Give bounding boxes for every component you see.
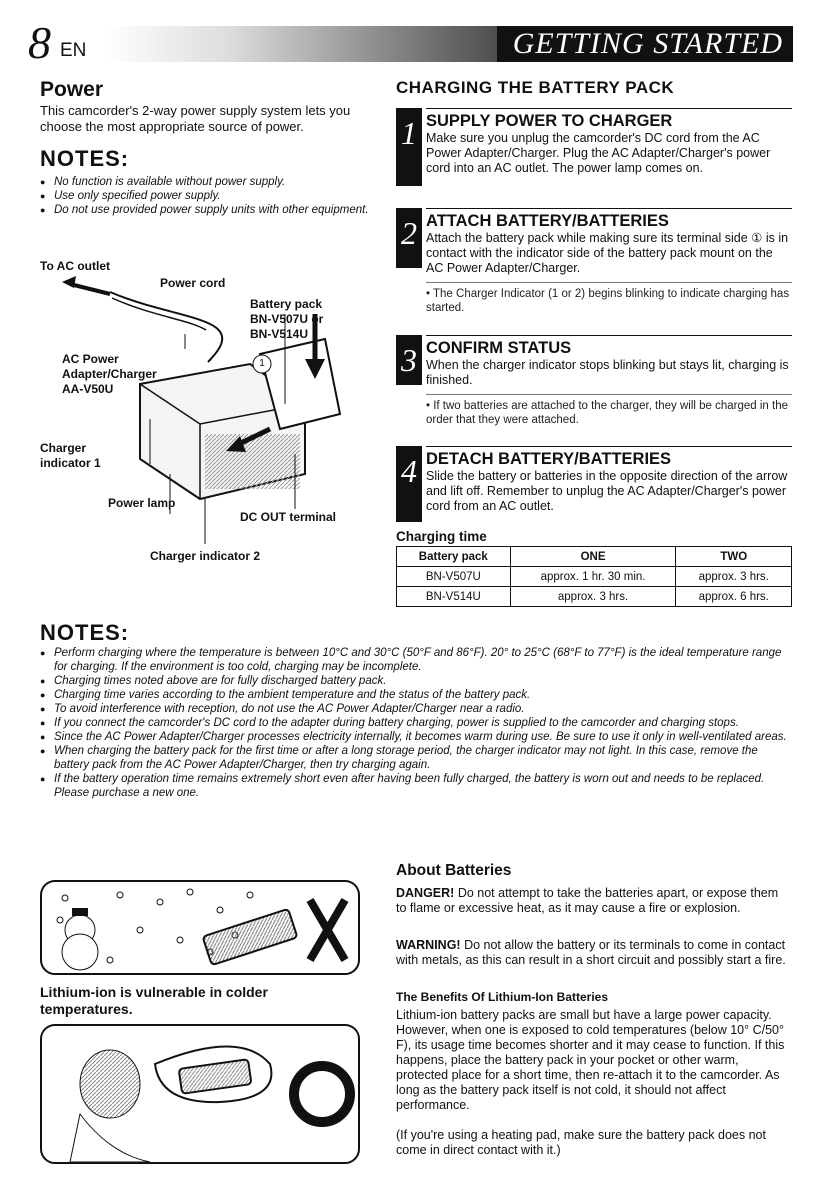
table-cell: approx. 3 hrs.: [676, 567, 792, 587]
step-text: Make sure you unplug the camcorder's DC cord from the AC Power Adapter/Charger. Plug the AC Adapter/Charger's power cord into an AC outlet. The power lamp comes on.: [426, 131, 771, 175]
label-charger-indicator-2: Charger indicator 2: [150, 549, 261, 563]
step-text: Slide the battery or batteries in the opposite direction of the arrow and lift off. Remember to unplug the AC Adapter/Charger's power cord from an AC outlet.: [426, 469, 788, 513]
note-item: ● If you connect the camcorder's DC cord to the adapter during battery charging, power is supplied to the camcorder and charging stops.: [40, 716, 792, 730]
person-battery-o-illustration: [40, 1024, 360, 1164]
label-adapter-3: AA-V50U: [62, 382, 114, 396]
label-power-cord: Power cord: [160, 276, 226, 290]
label-charger-indicator-1a: Charger: [40, 441, 87, 455]
step-number: 3: [396, 335, 422, 385]
warm-pocket-illustration: [40, 1024, 360, 1164]
label-charger-indicator-1b: indicator 1: [40, 456, 101, 470]
label-battery-models-2: BN-V514U: [250, 327, 309, 341]
circle-marker: 1: [259, 358, 265, 369]
note-item: ● Since the AC Power Adapter/Charger processes electricity internally, it becomes warm during use. Be sure to use it only in well-ventilated areas.: [40, 730, 792, 744]
label-battery-pack: Battery pack: [250, 297, 323, 311]
danger-label: DANGER!: [396, 886, 455, 900]
page-number: 8: [28, 17, 51, 68]
note-item: ● Do not use provided power supply units with other equipment.: [40, 203, 370, 217]
label-dc-out-terminal: DC OUT terminal: [240, 510, 337, 524]
note-item: ● Charging time varies according to the ambient temperature and the status of the battery pack.: [40, 688, 792, 702]
charging-time-title: Charging time: [396, 529, 487, 544]
step-number: 2: [396, 208, 422, 268]
lithium-caption: Lithium-ion is vulnerable in colder temperatures.: [40, 984, 268, 1017]
power-title: Power: [40, 78, 104, 101]
charging-title: CHARGING THE BATTERY PACK: [396, 78, 675, 97]
label-power-lamp: Power lamp: [108, 496, 176, 510]
benefits-title: The Benefits Of Lithium-Ion Batteries: [396, 990, 609, 1004]
label-to-ac-outlet: To AC outlet: [40, 259, 110, 273]
section-title: GETTING STARTED: [497, 26, 793, 62]
step-heading: CONFIRM STATUS: [426, 335, 792, 358]
step-heading: SUPPLY POWER TO CHARGER: [426, 108, 792, 131]
label-adapter-2: Adapter/Charger: [62, 367, 157, 381]
step-text: Attach the battery pack while making sure its terminal side ① is in contact with the indicator side of the battery pack mount on the AC Power Adapter/Charger.: [426, 231, 789, 275]
note-item: ● When charging the battery pack for the first time or after a long storage period, the charger indicator may not light. In this case, remove the battery pack from the AC Power Adapter/Charger, then try charging again.: [40, 744, 792, 772]
table-cell: approx. 1 hr. 30 min.: [510, 567, 676, 587]
note-item: ● Use only specified power supply.: [40, 189, 370, 203]
charging-notes-list: [40, 646, 792, 800]
step-2: [426, 208, 792, 315]
step-text: When the charger indicator stops blinking but stays lit, charging is finished.: [426, 358, 789, 387]
warning-text: Do not allow the battery or its terminals to come in contact with metals, as this can result in a short circuit and possibly start a fire.: [396, 938, 786, 967]
step-number: 1: [396, 108, 422, 186]
step-3: [426, 335, 792, 427]
power-notes-list: [40, 175, 370, 217]
table-cell: approx. 3 hrs.: [510, 587, 676, 607]
table-header: ONE: [510, 547, 676, 567]
step-number: 4: [396, 446, 422, 522]
table-cell: BN-V514U: [397, 587, 511, 607]
note-item: ● Charging times noted above are for fully discharged battery pack.: [40, 674, 792, 688]
table-cell: approx. 6 hrs.: [676, 587, 792, 607]
page-language: EN: [60, 40, 87, 61]
note-item: ● No function is available without power supply.: [40, 175, 370, 189]
notes-heading-2: NOTES:: [40, 620, 130, 645]
step-heading: DETACH BATTERY/BATTERIES: [426, 446, 792, 469]
label-battery-models-1: BN-V507U or: [250, 312, 324, 326]
step-1: [426, 108, 792, 176]
table-row: [397, 587, 792, 607]
power-description: This camcorder's 2-way power supply system lets you choose the most appropriate source of power.: [40, 103, 351, 134]
benefits-text: Lithium-ion battery packs are small but have a large power capacity. However, when one is exposed to cold temperatures (below 10° C/50° F), its usage time becomes shorter and it may cease to function. If this happens, place the battery pack in your pocket or other warm, protected place for a short time, then re-attach it to the camcorder. As long as the battery pack itself is not cold, it should not affect performance.: [396, 1008, 785, 1112]
step-4: [426, 446, 792, 514]
note-item: ● If the battery operation time remains extremely short even after having been fully charged, the battery is worn out and needs to be replaced. Please purchase a new one.: [40, 772, 792, 800]
about-batteries-title: About Batteries: [396, 862, 512, 879]
warning-label: WARNING!: [396, 938, 461, 952]
notes-heading: NOTES:: [40, 146, 130, 171]
heating-pad-note: (If you're using a heating pad, make sure the battery pack does not come in direct contact with it.): [396, 1128, 766, 1157]
cold-weather-illustration: [40, 880, 360, 975]
snowman-battery-x-illustration: [40, 880, 360, 975]
note-item: ● Perform charging where the temperature is between 10°C and 30°C (50°F and 86°F). 20° to 25°C (68°F to 77°F) is the ideal temperature range for charging. If the environment is too cold, charging may be incomplete.: [40, 646, 792, 674]
danger-text: Do not attempt to take the batteries apart, or expose them to flame or excessive heat, as it may cause a fire or explosion.: [396, 886, 779, 915]
step-subnote: • If two batteries are attached to the charger, they will be charged in the order that they were attached.: [426, 394, 792, 427]
charging-time-table: [396, 546, 792, 607]
table-header: Battery pack: [397, 547, 511, 567]
table-header-row: [397, 547, 792, 567]
step-heading: ATTACH BATTERY/BATTERIES: [426, 208, 792, 231]
step-subnote: • The Charger Indicator (1 or 2) begins blinking to indicate charging has started.: [426, 282, 792, 315]
table-cell: BN-V507U: [397, 567, 511, 587]
table-header: TWO: [676, 547, 792, 567]
note-item: ● To avoid interference with reception, do not use the AC Power Adapter/Charger near a radio.: [40, 702, 792, 716]
label-adapter-1: AC Power: [62, 352, 119, 366]
danger-paragraph: [396, 886, 792, 916]
charger-diagram: [40, 254, 370, 574]
table-row: [397, 567, 792, 587]
warning-paragraph: [396, 938, 792, 968]
